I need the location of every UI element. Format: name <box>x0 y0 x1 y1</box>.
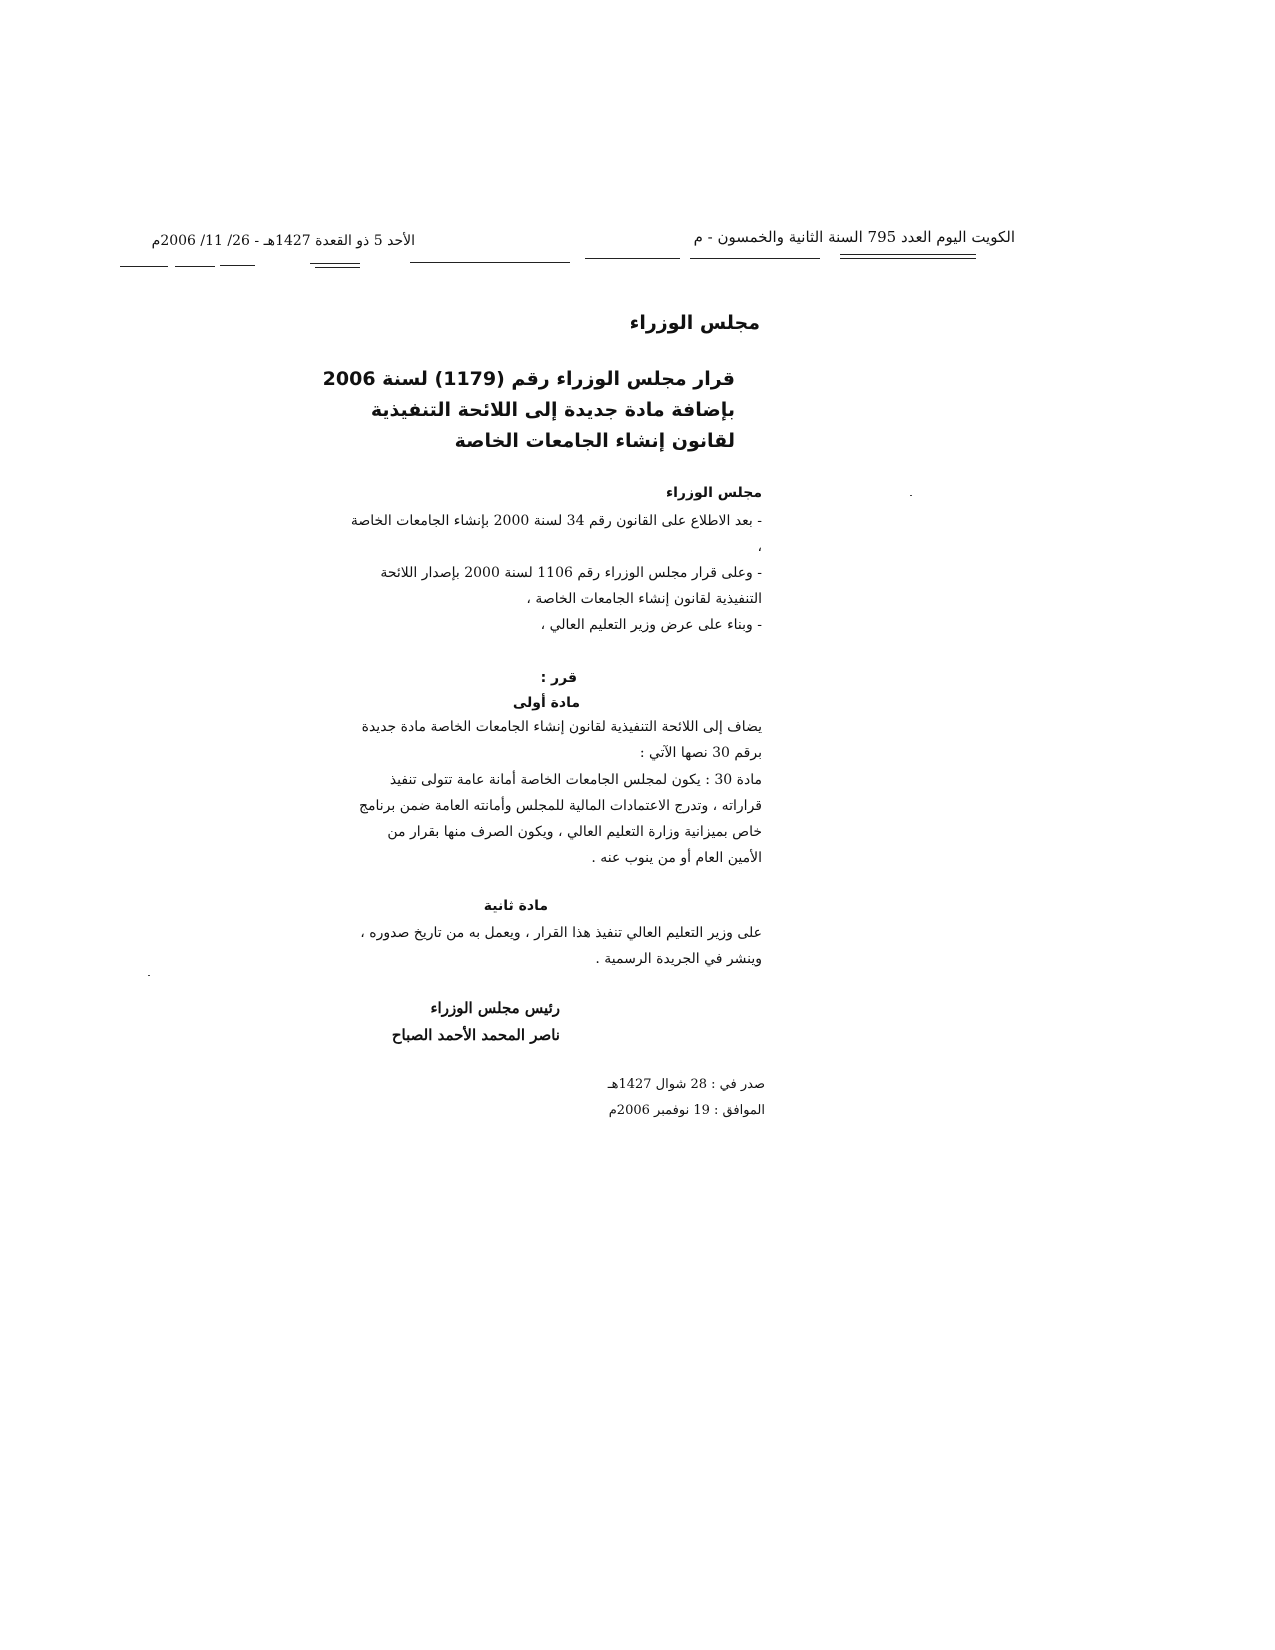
header-rule <box>315 267 360 268</box>
header-rule <box>120 266 168 267</box>
header-rule <box>690 258 820 259</box>
article-1-text: مادة 30 : يكون لمجلس الجامعات الخاصة أمانة عامة تتولى تنفيذ قراراته ، وتدرج الاعتمادات المالية للمجلس وأمانته العامة ضمن برنامج خاص بميزانية وزارة التعليم العالي ، ويكون الصرف منها بقرار من الأمين العام أو من ينوب عنه . <box>358 772 762 866</box>
decided-label: قرر : <box>540 670 577 686</box>
header-rule <box>410 262 570 263</box>
header-rule <box>840 254 976 255</box>
scan-speck <box>148 975 150 976</box>
article-1-intro: يضاف إلى اللائحة التنفيذية لقانون إنشاء الجامعات الخاصة مادة جديدة برقم 30 نصها الآتي : <box>361 719 762 761</box>
section-heading: مجلس الوزراء <box>629 312 760 334</box>
article-2-text: على وزير التعليم العالي تنفيذ هذا القرار ، ويعمل به من تاريخ صدوره ، وينشر في الجريدة الرسمية . <box>360 925 762 967</box>
header-rule <box>310 263 360 264</box>
issuer-label: مجلس الوزراء <box>665 485 762 501</box>
issued-date-hijri: صدر في : 28 شوال 1427هـ <box>607 1077 765 1092</box>
signatory-title: رئيس مجلس الوزراء <box>430 999 560 1017</box>
header-rule <box>840 258 976 259</box>
header-rule <box>585 258 680 259</box>
article-2-title: مادة ثانية <box>483 898 548 914</box>
article-1-title: مادة أولى <box>512 695 580 711</box>
recital: - وبناء على عرض وزير التعليم العالي ، <box>540 617 762 633</box>
signatory-name: ناصر المحمد الأحمد الصباح <box>391 1026 560 1044</box>
header-rule <box>220 265 255 266</box>
scan-speck <box>910 495 912 496</box>
recital: - بعد الاطلاع على القانون رقم 34 لسنة 2000 بإنشاء الجامعات الخاصة ، <box>350 513 762 555</box>
recital: - وعلى قرار مجلس الوزراء رقم 1106 لسنة 2000 بإصدار اللائحة التنفيذية لقانون إنشاء الجامعات الخاصة ، <box>380 565 762 607</box>
header-rule <box>175 266 215 267</box>
decree-title-line-1: قرار مجلس الوزراء رقم (1179) لسنة 2006 <box>322 368 735 390</box>
gazette-date-header: الأحد 5 ذو القعدة 1427هـ - 26/ 11/ 2006م <box>151 233 415 249</box>
gazette-issue-header: الكويت اليوم العدد 795 السنة الثانية والخمسون - م <box>693 228 1015 246</box>
issued-date-gregorian: الموافق : 19 نوفمبر 2006م <box>608 1103 765 1118</box>
decree-title-line-2: بإضافة مادة جديدة إلى اللائحة التنفيذية <box>370 399 735 421</box>
decree-title-line-3: لقانون إنشاء الجامعات الخاصة <box>454 430 735 452</box>
